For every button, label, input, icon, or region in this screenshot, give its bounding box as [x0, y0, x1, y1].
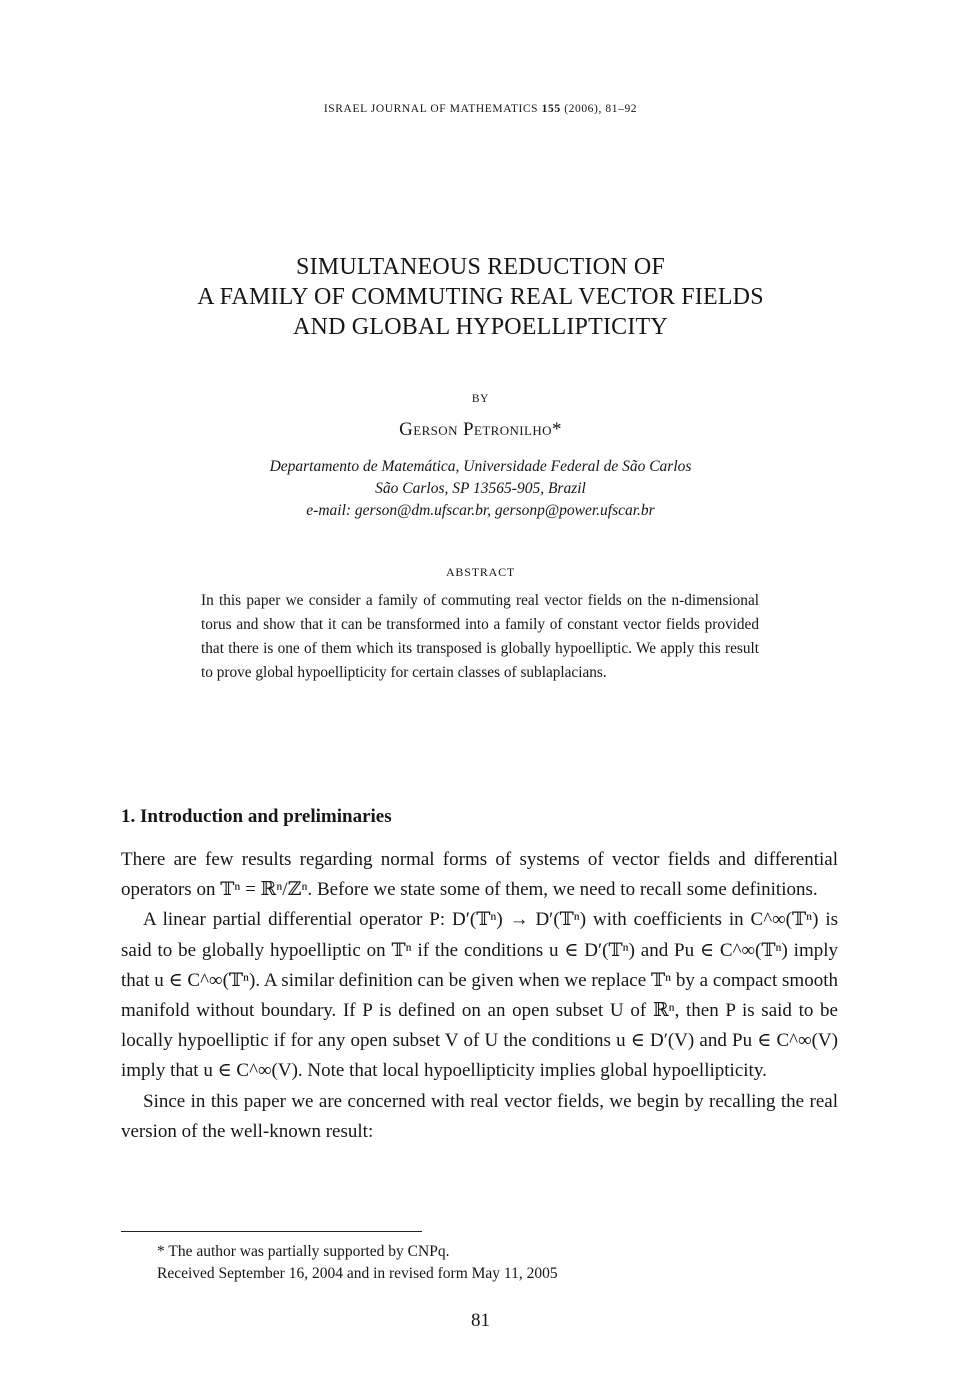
- journal-year-pages: (2006), 81–92: [564, 103, 638, 115]
- section-heading: 1. Introduction and preliminaries: [121, 806, 392, 827]
- journal-header: [0, 103, 961, 115]
- footnote-received: Received September 16, 2004 and in revised form May 11, 2005: [157, 1265, 558, 1282]
- by-label: BY: [471, 393, 490, 405]
- paragraph: A linear partial differential operator P: D′(𝕋ⁿ) → D′(𝕋ⁿ) with coefficients in C^∞(𝕋ⁿ) is said to be globally hypoelliptic on 𝕋ⁿ if the conditions u ∈ D′(𝕋ⁿ) and Pu ∈ C^∞(𝕋ⁿ) imply that u ∈ C^∞(𝕋ⁿ). A similar definition can be given when we replace 𝕋ⁿ by a compact smooth manifold without boundary. If P is defined on an open subset U of ℝⁿ, then P is said to be locally hypoelliptic if for any open subset V of U the conditions u ∈ D′(V) and Pu ∈ C^∞(V) imply that u ∈ C^∞(V). Note that local hypoellipticity implies global hypoellipticity.: [121, 909, 838, 1082]
- title-line: AND GLOBAL HYPOELLIPTICITY: [293, 314, 668, 340]
- paper-title: [0, 252, 961, 342]
- affiliation: [0, 456, 961, 522]
- section-body: [121, 845, 838, 1147]
- footnote-funding: * The author was partially supported by CNPq.: [157, 1243, 450, 1260]
- footnotes: [157, 1241, 558, 1285]
- footnote-rule: [121, 1231, 422, 1232]
- paragraph: There are few results regarding normal forms of systems of vector fields and differential operators on 𝕋ⁿ = ℝⁿ/ℤⁿ. Before we state some of them, we need to recall some definitions.: [121, 849, 838, 901]
- journal-name: ISRAEL JOURNAL OF MATHEMATICS: [323, 103, 539, 115]
- title-line: SIMULTANEOUS REDUCTION OF: [296, 254, 665, 280]
- email-line: e-mail: gerson@dm.ufscar.br, gersonp@power.ufscar.br: [306, 502, 655, 519]
- affiliation-line: São Carlos, SP 13565-905, Brazil: [375, 480, 586, 497]
- author-name: Gerson Petronilho*: [399, 419, 562, 440]
- abstract-heading: ABSTRACT: [445, 565, 516, 579]
- journal-volume: 155: [541, 103, 561, 115]
- page-number: 81: [471, 1310, 490, 1331]
- abstract-text: In this paper we consider a family of commuting real vector fields on the n-dimensional torus and show that it can be transformed into a family of constant vector fields provided that there is one of them which its transposed is globally hypoelliptic. We apply this result to prove global hypoellipticity for certain classes of sublaplacians.: [201, 592, 759, 681]
- title-line: A FAMILY OF COMMUTING REAL VECTOR FIELDS: [197, 284, 764, 310]
- affiliation-line: Departamento de Matemática, Universidade Federal de São Carlos: [269, 458, 692, 475]
- abstract-body: [201, 589, 759, 685]
- paragraph: Since in this paper we are concerned with real vector fields, we begin by recalling the real version of the well-known result:: [121, 1090, 838, 1142]
